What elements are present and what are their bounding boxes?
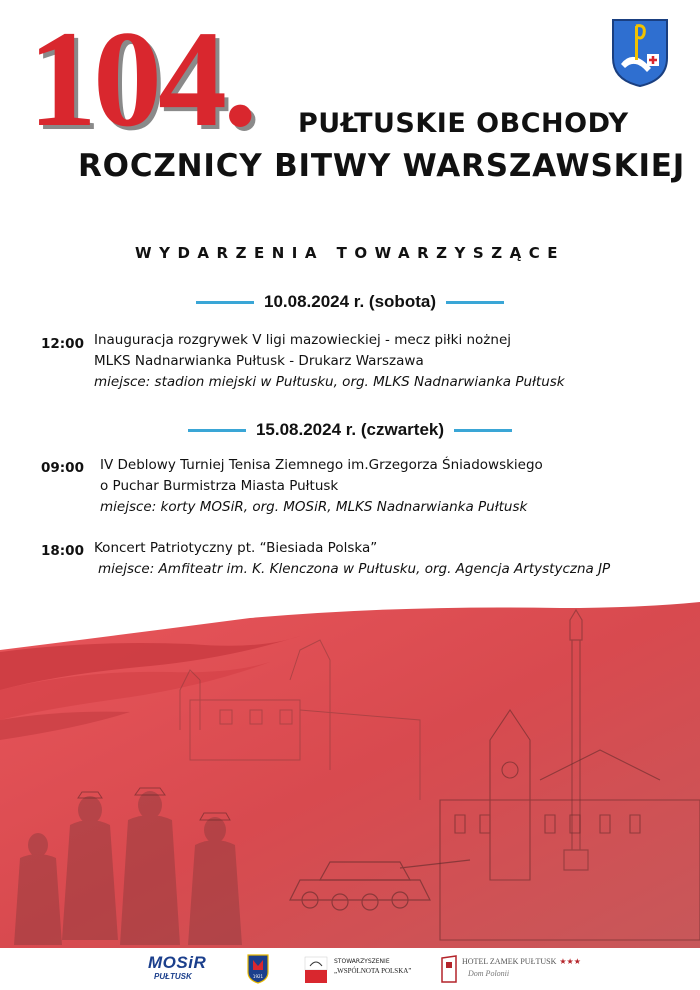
stow-line-1: STOWARZYSZENIE	[334, 958, 390, 965]
event-line-1: Koncert Patriotyczny pt. “Biesiada Polska”	[94, 540, 378, 556]
mosir-logo	[148, 954, 206, 982]
event-line-2: MLKS Nadnarwianka Pułtusk - Drukarz Warszawa	[94, 353, 424, 369]
date-header-day-2	[0, 420, 700, 440]
hotel-emblem-icon	[440, 954, 458, 984]
hotel-name-text: HOTEL ZAMEK PUŁTUSK	[462, 957, 557, 966]
hotel-subtitle: Dom Polonii	[468, 969, 510, 978]
svg-text:1921: 1921	[252, 974, 264, 979]
date-divider-right	[454, 429, 512, 432]
event-time: 09:00	[41, 460, 84, 476]
event-line-2: o Puchar Burmistrza Miasta Pułtusk	[100, 478, 339, 494]
event-time: 12:00	[41, 336, 84, 352]
date-divider-left	[196, 301, 254, 304]
mosir-logo-name: MOSiR	[148, 953, 207, 972]
hotel-stars: ★★★	[559, 957, 581, 966]
event-description	[94, 538, 610, 580]
date-header-day-1	[0, 292, 700, 312]
sponsor-logos	[0, 948, 700, 990]
event-place: miejsce: stadion miejski w Pułtusku, org. MLKS Nadnarwianka Pułtusk	[94, 374, 565, 390]
date-divider-right	[446, 301, 504, 304]
event-time: 18:00	[41, 543, 84, 559]
event-place: miejsce: korty MOSiR, org. MOSiR, MLKS Nadnarwianka Pułtusk	[100, 499, 528, 515]
club-badge-icon	[247, 954, 269, 984]
historical-illustration-banner	[0, 600, 700, 950]
event-line-1: Inauguracja rozgrywek V ligi mazowieckiej - mecz piłki nożnej	[94, 332, 512, 348]
event-place: miejsce: Amfiteatr im. K. Klenczona w Pułtusku, org. Agencja Artystyczna JP	[98, 561, 611, 577]
hotel-name	[462, 957, 581, 966]
mosir-logo-city: PUŁTUSK	[154, 972, 192, 981]
event-number: 104.	[28, 2, 254, 155]
title-line-2: ROCZNICY BITWY WARSZAWSKIEJ	[78, 148, 686, 184]
city-coat-of-arms-icon	[611, 18, 669, 88]
hotel-zamek-logo	[440, 954, 581, 988]
wspolnota-polska-emblem-icon	[304, 956, 328, 984]
date-divider-left	[188, 429, 246, 432]
event-line-1: IV Deblowy Turniej Tenisa Ziemnego im.Grzegorza Śniadowskiego	[100, 457, 543, 473]
title-line-1: PUŁTUSKIE OBCHODY	[298, 108, 629, 139]
event-description	[100, 455, 543, 518]
section-subheading: WYDARZENIA TOWARZYSZĄCE	[135, 244, 565, 262]
date-text: 15.08.2024 r. (czwartek)	[255, 420, 445, 439]
event-description	[94, 330, 565, 393]
wspolnota-polska-logo	[304, 956, 412, 988]
date-text: 10.08.2024 r. (sobota)	[264, 292, 436, 311]
stow-line-2: „WSPÓLNOTA POLSKA”	[334, 967, 412, 975]
